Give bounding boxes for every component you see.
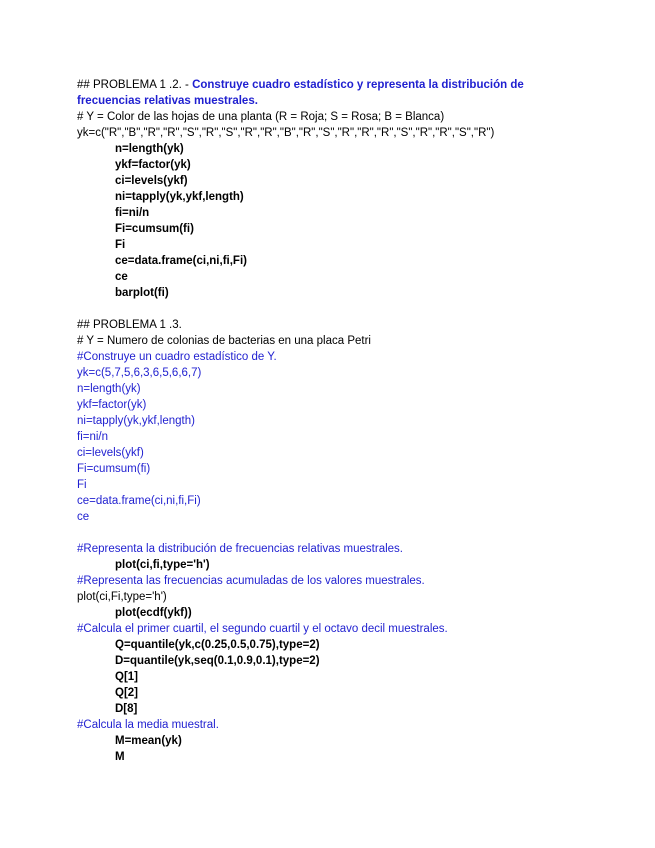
p13-code-line: ci=levels(ykf): [77, 447, 144, 459]
extra-code-line: Q[1]: [115, 671, 138, 683]
p12-code-line: ci=levels(ykf): [115, 175, 188, 187]
p12-code-line: ykf=factor(yk): [115, 159, 191, 171]
extra-code-line: plot(ci,fi,type='h'): [115, 559, 210, 571]
p12-heading-title-1: Construye cuadro estadístico y representa la distribución de: [192, 79, 524, 91]
p12-code-line: ce: [115, 271, 128, 283]
p12-heading-title-2: frecuencias relativas muestrales.: [77, 95, 258, 107]
extra-code-line: D[8]: [115, 703, 138, 715]
extra-code-line: M: [115, 751, 125, 763]
extra-comment: #Representa la distribución de frecuencias relativas muestrales.: [77, 543, 403, 555]
extra-code-line: plot(ci,Fi,type='h'): [77, 591, 167, 603]
p13-code-line: ce=data.frame(ci,ni,fi,Fi): [77, 495, 201, 507]
extra-code-line: M=mean(yk): [115, 735, 182, 747]
p13-code-line: n=length(yk): [77, 383, 141, 395]
extra-code-line: D=quantile(yk,seq(0.1,0.9,0.1),type=2): [115, 655, 320, 667]
p13-code-line: Fi=cumsum(fi): [77, 463, 151, 475]
p13-code-line: fi=ni/n: [77, 431, 109, 443]
extra-comment: #Calcula la media muestral.: [77, 719, 219, 731]
p13-comment: # Y = Numero de colonias de bacterias en una placa Petri: [77, 335, 371, 347]
p12-heading-prefix: ## PROBLEMA 1 .2. -: [77, 79, 193, 91]
p12-code-line: n=length(yk): [115, 143, 184, 155]
p12-heading: [77, 78, 524, 92]
p12-code-line: Fi=cumsum(fi): [115, 223, 194, 235]
extra-comment: #Calcula el primer cuartil, el segundo cuartil y el octavo decil muestrales.: [77, 623, 448, 635]
extra-comment: #Representa las frecuencias acumuladas de los valores muestrales.: [77, 575, 425, 587]
p13-comment: #Construye un cuadro estadístico de Y.: [77, 351, 277, 363]
p12-code-line: ni=tapply(yk,ykf,length): [115, 191, 244, 203]
p13-code-line: ni=tapply(yk,ykf,length): [77, 415, 195, 427]
p12-code-line: ce=data.frame(ci,ni,fi,Fi): [115, 255, 247, 267]
p12-code-line: barplot(fi): [115, 287, 169, 299]
p13-heading: ## PROBLEMA 1 .3.: [77, 319, 182, 331]
p13-code-line: yk=c(5,7,5,6,3,6,5,6,6,7): [77, 367, 202, 379]
p13-code-line: Fi: [77, 479, 87, 491]
p13-code-line: ce: [77, 511, 90, 523]
extra-code-line: Q=quantile(yk,c(0.25,0.5,0.75),type=2): [115, 639, 320, 651]
p12-data-line: yk=c("R","B","R","R","S","R","S","R","R","B","R","S","R","R","R","S","R","R","S","R"): [77, 127, 495, 139]
p12-code-line: fi=ni/n: [115, 207, 150, 219]
extra-code-line: Q[2]: [115, 687, 138, 699]
p13-code-line: ykf=factor(yk): [77, 399, 147, 411]
p12-comment: # Y = Color de las hojas de una planta (R = Roja; S = Rosa; B = Blanca): [77, 111, 445, 123]
extra-code-line: plot(ecdf(ykf)): [115, 607, 192, 619]
p12-code-line: Fi: [115, 239, 126, 251]
